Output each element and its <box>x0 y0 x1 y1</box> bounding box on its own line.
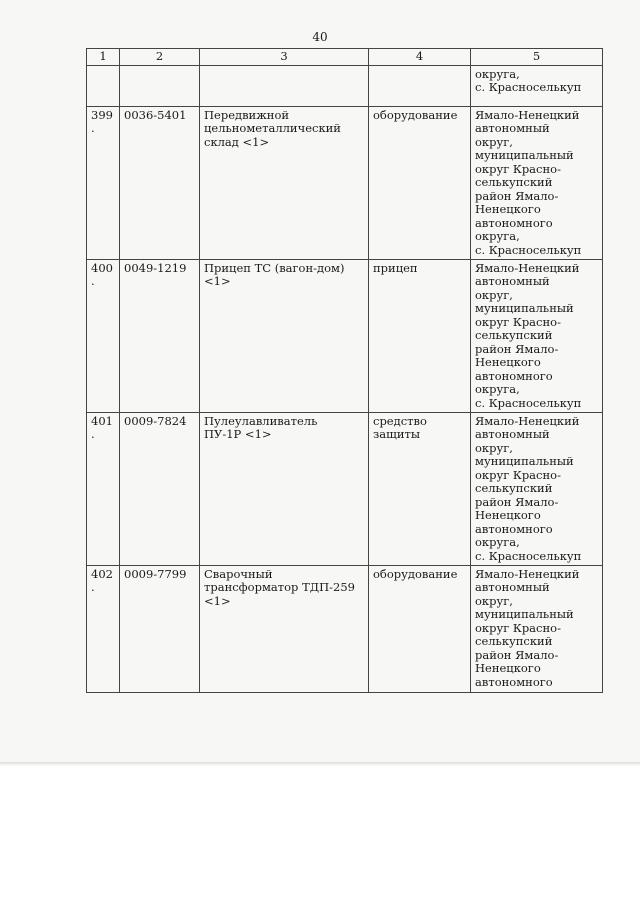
cell-location: Ямало-Ненецкий автономный округ, муниципальный округ Красно- селькупский район Ямало- Ненецкого автономного округа, с. Красноселькуп <box>471 412 603 565</box>
column-header-3: 3 <box>200 49 369 66</box>
cell-number: 400. <box>87 259 120 412</box>
cell-type: средство защиты <box>369 412 471 565</box>
table-row <box>87 412 603 565</box>
cell-name: Пулеулавливатель ПУ-1Р <1> <box>200 412 369 565</box>
cell-location: Ямало-Ненецкий автономный округ, муниципальный округ Красно- селькупский район Ямало- Ненецкого автономного округа, с. Красноселькуп <box>471 259 603 412</box>
cell-name: Прицеп ТС (вагон-дом) <1> <box>200 259 369 412</box>
page-number: 40 <box>312 30 328 44</box>
cell-location: округа, с. Красноселькуп <box>471 65 603 106</box>
cell-location: Ямало-Ненецкий автономный округ, муниципальный округ Красно- селькупский район Ямало- Ненецкого автономного <box>471 565 603 692</box>
cell-number <box>87 65 120 106</box>
cell-type: оборудование <box>369 106 471 259</box>
cell-number: 399. <box>87 106 120 259</box>
cell-code <box>120 65 200 106</box>
table-row <box>87 259 603 412</box>
page-edge-shadow <box>0 762 640 766</box>
continuation-row <box>87 65 603 106</box>
cell-code: 0009-7824 <box>120 412 200 565</box>
cell-code: 0036-5401 <box>120 106 200 259</box>
cell-name <box>200 65 369 106</box>
table-row <box>87 106 603 259</box>
cell-type <box>369 65 471 106</box>
column-header-1: 1 <box>87 49 120 66</box>
cell-name: Передвижной цельнометаллический склад <1> <box>200 106 369 259</box>
column-header-2: 2 <box>120 49 200 66</box>
cell-name: Сварочный трансформатор ТДП-259 <1> <box>200 565 369 692</box>
cell-code: 0049-1219 <box>120 259 200 412</box>
table-row <box>87 565 603 692</box>
cell-location: Ямало-Ненецкий автономный округ, муниципальный округ Красно- селькупский район Ямало- Ненецкого автономного округа, с. Красноселькуп <box>471 106 603 259</box>
cell-type: оборудование <box>369 565 471 692</box>
column-header-4: 4 <box>369 49 471 66</box>
cell-type: прицеп <box>369 259 471 412</box>
cell-code: 0009-7799 <box>120 565 200 692</box>
header-row <box>87 49 603 66</box>
registry-table <box>86 48 603 693</box>
cell-number: 402. <box>87 565 120 692</box>
cell-number: 401. <box>87 412 120 565</box>
column-header-5: 5 <box>471 49 603 66</box>
